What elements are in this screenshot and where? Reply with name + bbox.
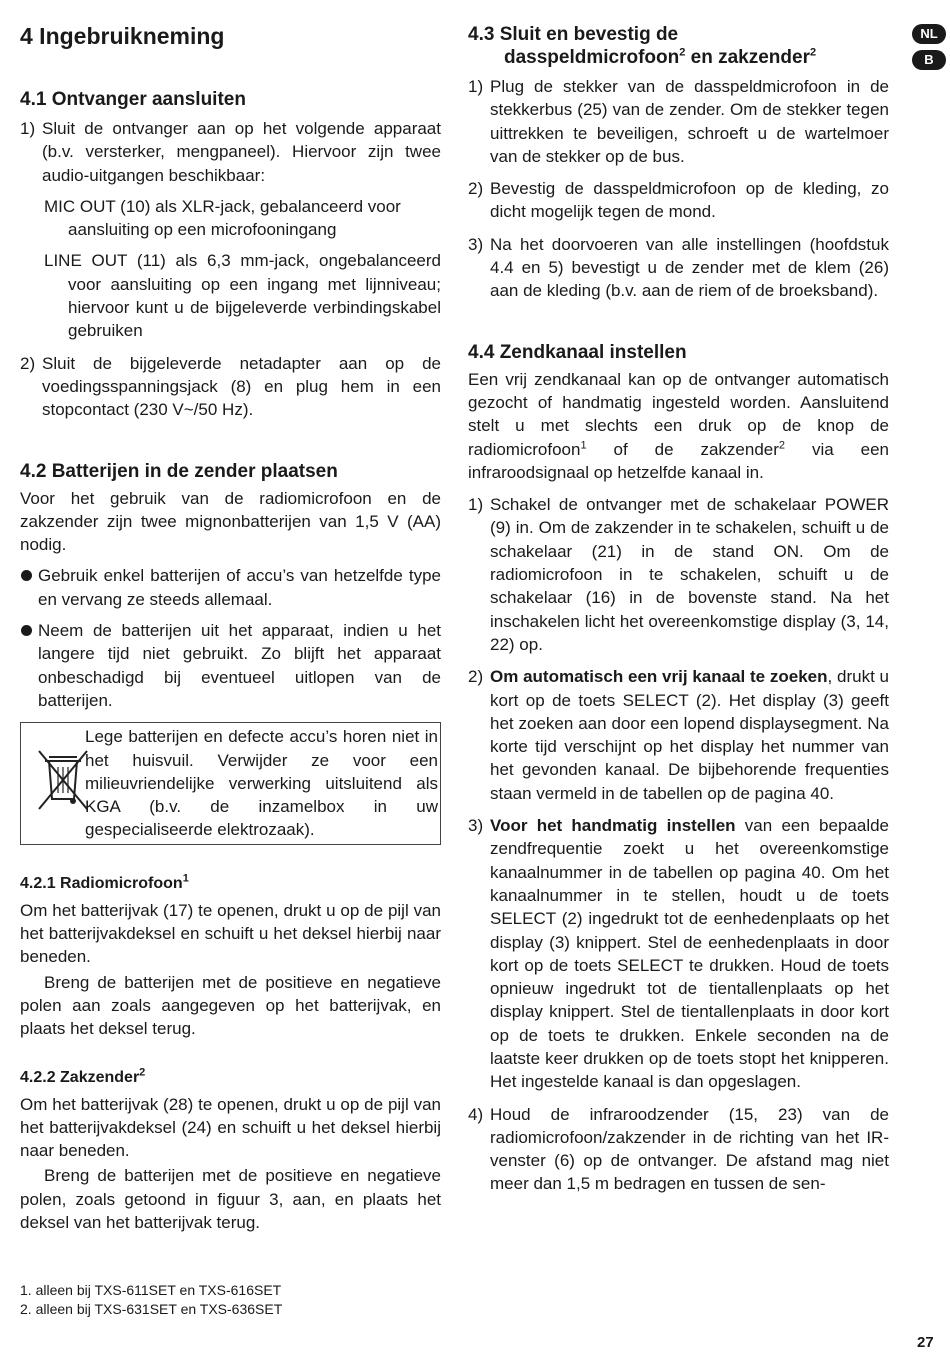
item-text [490, 665, 889, 805]
s422-para-1: Om het batterijvak (28) te openen, drukt u op de pijl van het batterijvakdeksel (24) en schuift u het deksel hierbij naar beneden. [20, 1094, 441, 1161]
item-number: 1) [468, 77, 484, 96]
intro-text: of de zakzender [586, 439, 779, 459]
s43-item-2 [468, 177, 889, 224]
s43-item-3 [468, 233, 889, 303]
item-text: Sluit de bijgeleverde netadapter aan op de voedingsspanningsjack (8) en plug hem in een stopcontact (230 V~/50 Hz). [42, 353, 441, 420]
heading-line-1: 4.3 Sluit en bevestig de [468, 24, 679, 45]
s44-item-1 [468, 493, 889, 656]
page-number: 27 [917, 1334, 934, 1351]
item-text: Bevestig de dasspeldmicrofoon op de kleding, zo dicht mogelijk tegen de mond. [490, 179, 889, 222]
lang-tab-nl: NL [912, 24, 946, 44]
section-4-2-2-heading [20, 1067, 441, 1089]
s44-item-2 [468, 665, 889, 805]
bullet-icon [21, 570, 32, 581]
footnote-ref: 2 [139, 1066, 146, 1079]
item-text: Plug de stekker van de dasspeldmicrofoon in de stekkerbus (25) van de zender. Om de stekker tegen uittrekken te beveiligen, schroeft u de wartelmoer van de stekker op de bus. [490, 77, 889, 166]
item-number: 1) [20, 119, 36, 138]
crossed-out-wheelie-bin-icon [35, 743, 91, 815]
s44-intro [468, 368, 889, 484]
right-column [468, 0, 889, 1196]
line-out-description: LINE OUT (11) als 6,3 mm-jack, ongebalanceerd voor aansluiting op een ingang met lijnniveau; hiervoor kunt u de bijgeleverde verbindingskabel gebruiken [44, 251, 441, 341]
heading-text: 4.2.1 Radiomicrofoon [20, 874, 183, 892]
body-text: van een bepaalde zendfrequentie zoekt u het overeenkomstige kanaalnummer in de tabellen op pagina 40. Om het kanaalnummer in te stellen, houdt u de toets SELECT (2) ingedrukt tot de eenhedenplaats op het display (3) knippert. Stel de eenhedenplaats in door kort op de toets SELECT te drukken. Houd de toets opnieuw ingedrukt tot de tientallenplaats op het display knippert. Stel de tientallenplaats in door kort op de toets te drukken. Enkele seconden na de laatste keer drukken op de toets stopt het knipperen. Het ingestelde kanaal is dan opgeslagen. [490, 816, 890, 1092]
s41-item-1 [20, 117, 441, 187]
s421-para-2: Breng de batterijen met de positieve en negatieve polen aan zoals aangegeven op het batterijvak, en plaats het deksel terug. [20, 972, 441, 1039]
item-number: 3) [468, 816, 484, 836]
section-4-2-1-heading [20, 873, 441, 895]
item-number: 3) [468, 234, 484, 254]
footnote-ref: 1 [580, 438, 587, 451]
emphasis-text: Om automatisch een vrij kanaal te zoeken [490, 667, 828, 687]
emphasis-text: Voor het handmatig instellen [490, 816, 736, 836]
item-text [490, 814, 889, 1094]
section-4-4-heading: 4.4 Zendkanaal instellen [468, 341, 687, 363]
item-number: 2) [20, 353, 36, 373]
s422-para-2: Breng de batterijen met de positieve en negatieve polen, zoals getoond in figuur 3, aan, en plaats het deksel van het batterijvak terug. [20, 1166, 441, 1232]
s44-item-4 [468, 1103, 889, 1196]
footnote-1: 1. alleen bij TXS-611SET en TXS-616SET [20, 1282, 282, 1298]
s421-para-1: Om het batterijvak (17) te openen, drukt u op de pijl van het batterijvakdeksel en schuift u het deksel hierbij naar beneden. [20, 900, 441, 967]
footnote-ref: 2 [679, 46, 686, 59]
heading-part: dasspeldmicrofoon [504, 47, 680, 68]
heading-text: 4.2.2 Zakzender [20, 1068, 140, 1086]
item-text: Schakel de ontvanger met de schakelaar POWER (9) in. Om de zakzender in te schakelen, schuift u de schakelaar (21) in de stand ON. Om de radiomicrofoon in te schakelen, schuift u de schakelaar (16) in de bovenste stand. Na het inschakelen licht het overeenkomstige display (3, 14, 22) op. [490, 495, 889, 654]
item-text: Sluit de ontvanger aan op het volgende apparaat (b.v. versterker, mengpaneel). Hiervoor zijn twee audio-uitgangen beschikbaar: [42, 119, 441, 185]
item-number: 4) [468, 1104, 484, 1124]
s42-bullet-1 [20, 564, 441, 611]
section-4-1-heading: 4.1 Ontvanger aansluiten [20, 89, 246, 110]
s42-bullet-2 [20, 619, 441, 712]
footnote-ref: 2 [778, 438, 786, 451]
item-text: Houd de infraroodzender (15, 23) van de radiomicrofoon/zakzender in de richting van het IR-venster (6) op de ontvanger. De afstand mag niet meer dan 1,5 m bedragen en tussen de sen- [490, 1104, 889, 1194]
intro-text: via een infraroodsignaal op hetzelfde kanaal in. [468, 439, 889, 482]
s41-output-list [20, 195, 441, 343]
item-number: 2) [468, 667, 484, 687]
item-number: 1) [468, 495, 484, 515]
item-text: Na het doorvoeren van alle instellingen (hoofdstuk 4.4 en 5) bevestigt u de zender met de klem (26) aan de kleding (b.v. aan de riem of de broeksband). [490, 234, 889, 301]
heading-part: en zakzender [685, 47, 810, 68]
bullet-text: Gebruik enkel batterijen of accu’s van hetzelfde type en vervang ze steeds allemaal. [38, 566, 441, 609]
item-number: 2) [468, 179, 484, 199]
s41-item-2 [20, 352, 441, 422]
intro-text: Een vrij zendkanaal kan op de ontvanger automatisch gezocht of handmatig ingesteld worden. Aansluitend stelt u met slechts een druk op de knop de radiomicrofoon [468, 369, 889, 459]
lang-tab-b: B [912, 50, 946, 70]
heading-line-2 [468, 47, 816, 68]
s42-intro: Voor het gebruik van de radiomicrofoon en de zakzender zijn twee mignonbatterijen van 1,5 V (AA) nodig. [20, 488, 441, 555]
bullet-icon [21, 625, 32, 636]
left-column [20, 0, 441, 1234]
footnote-ref: 2 [809, 46, 817, 59]
mic-out-description: MIC OUT (10) als XLR-jack, gebalanceerd voor aansluiting op een microfooningang [44, 196, 401, 240]
footnotes [20, 1281, 282, 1318]
s43-item-1 [468, 75, 889, 168]
footnote-2: 2. alleen bij TXS-631SET en TXS-636SET [20, 1300, 283, 1317]
bullet-text: Neem de batterijen uit het apparaat, indien u het langere tijd niet gebruikt. Zo blijft het apparaat onbeschadigd bij eventueel uitlopen van de batterijen. [38, 621, 441, 710]
disposal-text: Lege batterijen en defecte accu’s horen niet in het huisvuil. Verwijder ze voor een milieuvriendelijke verwerking uitsluitend als KGA (b.v. de inzamelbox in uw gespecialiseerde elektrozaak). [85, 727, 438, 840]
page-title: 4 Ingebruikneming [20, 23, 225, 49]
s44-item-3 [468, 814, 889, 1094]
battery-disposal-notice [20, 722, 441, 844]
footnote-ref: 1 [182, 872, 189, 885]
section-4-2-heading: 4.2 Batterijen in de zender plaatsen [20, 460, 338, 482]
body-text: , drukt u kort op de toets SELECT (2). Het display (3) geeft het zoeken aan door een lopend displaysegment. Na korte tijd verschijnt op het display het nummer van het gevonden kanaal. De bijbehorende frequenties staan vermeld in de tabellen op de pagina 40. [490, 667, 890, 803]
section-4-3-heading [468, 23, 889, 69]
language-tabs [912, 24, 946, 76]
